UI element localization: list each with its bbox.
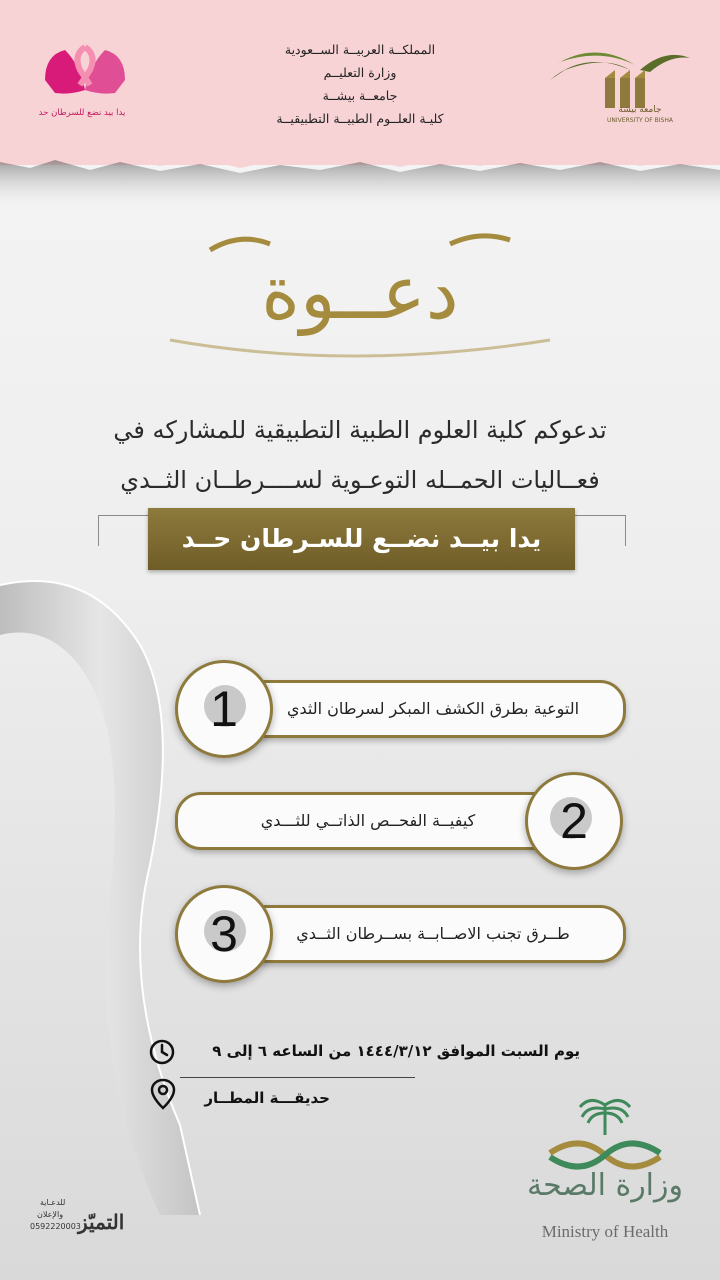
ministry-name-ar: وزارة الصحة — [527, 1168, 683, 1203]
header-line-kingdom: المملكــة العربيــة الســعودية — [284, 42, 436, 57]
item-3-number-circle — [175, 885, 273, 983]
banner-bracket-right — [575, 515, 626, 546]
university-name-ar: جامعة بيشة — [618, 105, 662, 115]
location-pin-icon — [150, 1078, 176, 1110]
header-line-ministry: وزارة التعليــم — [323, 65, 397, 80]
header-line-university: جامعــة بيشــة — [322, 88, 398, 103]
pink-ribbon-hands-logo — [40, 35, 130, 110]
clock-icon — [148, 1038, 176, 1066]
slogan-banner: يدا بيــد نضــع للسـرطان حــد — [148, 508, 575, 570]
university-name-en: UNIVERSITY OF BISHA — [607, 117, 673, 124]
header-text-block — [230, 38, 490, 130]
intro-line-2: فعــاليات الحمــله التوعـوية لســــرطــان الثــدي — [120, 466, 600, 494]
ministry-name-en: Ministry of Health — [541, 1222, 669, 1241]
item-3-number: 3 — [210, 906, 238, 962]
item-2-pill: كيفيــة الفحــص الذاتــي للثـــدي — [175, 792, 561, 850]
intro-line-1: تدعوكم كلية العلوم الطبية التطبيقية للمشاركه في — [113, 416, 607, 444]
item-2-number-circle — [525, 772, 623, 870]
item-1-number: 1 — [210, 681, 238, 737]
torn-paper-edge — [0, 140, 720, 210]
item-2-number: 2 — [560, 793, 588, 849]
location-text: حديقـــة المطــار — [204, 1089, 330, 1107]
item-3-pill: طــرق تجنب الاصــابــة بســرطان الثــدي — [240, 905, 626, 963]
invitation-title: دعــوة — [261, 250, 459, 336]
item-1-number-circle — [175, 660, 273, 758]
info-separator — [180, 1077, 415, 1078]
item-1-pill: التوعية بطرق الكشف المبكر لسرطان الثدي — [240, 680, 626, 738]
schedule-text: يوم السبت الموافق ١٤٤٤/٣/١٢ من الساعه ٦ إلى ٩ — [212, 1042, 580, 1060]
header-line-college: كليـة العلــوم الطبيــة التطبيقيــة — [276, 111, 444, 126]
banner-bracket-left — [98, 515, 149, 546]
agency-line-2: والإعلان — [37, 1210, 64, 1219]
agency-phone: 0592220003 — [30, 1222, 81, 1231]
campaign-caption: يدا بيد نضع للسرطان حد — [38, 108, 126, 118]
agency-name: التميّز — [78, 1210, 125, 1234]
intro-text — [60, 405, 660, 505]
agency-line-1: للدعـاية — [40, 1198, 66, 1207]
